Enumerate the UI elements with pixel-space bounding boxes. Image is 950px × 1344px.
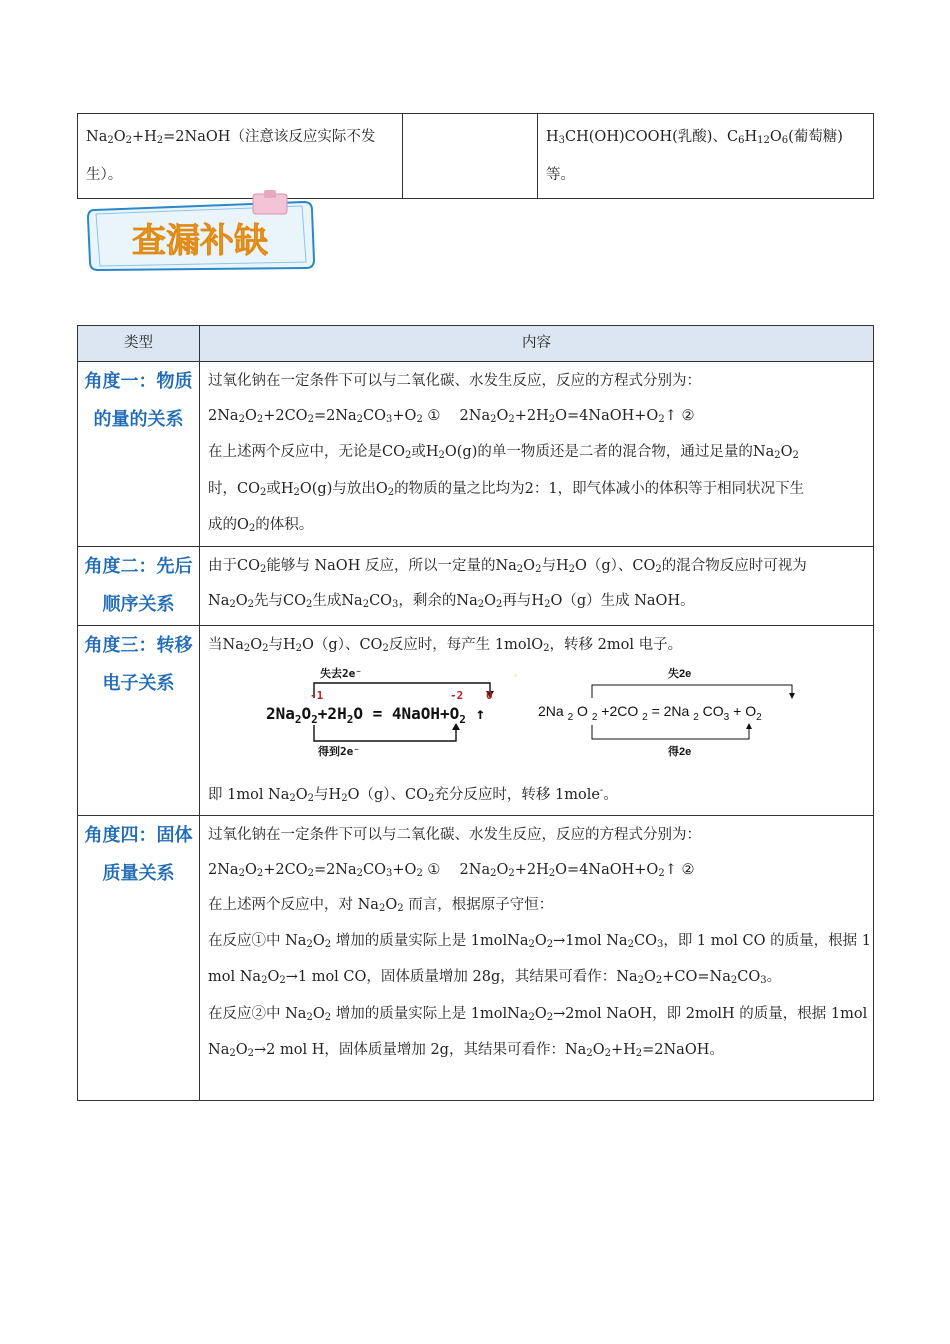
table-row xyxy=(78,815,874,1100)
text-line: 过氧化钠在一定条件下可以与二氧化碳、水发生反应，反应的方程式分别为： xyxy=(208,373,701,389)
electron-transfer-diagram xyxy=(208,663,865,778)
left-gain-label: 得到2e⁻ xyxy=(318,744,360,758)
svg-text:2Na2O2+2H2O = 4NaOH+O2 ↑: $2Na_2O_2+2H_2O$ = $4NaOH+O_2$ ↑ xyxy=(266,703,486,726)
header-content: 内容 xyxy=(200,326,874,362)
banner-graphic xyxy=(82,188,322,276)
electron-transfer-svg xyxy=(208,663,868,778)
angle-3-label: 角度三：转移电子关系 xyxy=(78,625,200,815)
cell-text: 生）。 xyxy=(86,167,123,183)
svg-text:-2: -2 xyxy=(450,688,464,702)
cell-text: $H_3CH(OH)COOH$(乳酸)、$C_6H_{12}O_6$(葡萄糖) xyxy=(546,129,843,146)
continuation-table xyxy=(77,113,874,199)
svg-text:-1: -1 xyxy=(310,688,324,702)
angle-1-label: 角度一：物质的量的关系 xyxy=(78,362,200,547)
right-gain-label: 得2e xyxy=(668,745,692,758)
text-line: 过氧化钠在一定条件下可以与二氧化碳、水发生反应，反应的方程式分别为： xyxy=(208,826,701,843)
summary-table xyxy=(77,325,874,1101)
angle-4-content xyxy=(200,815,874,1100)
section-banner xyxy=(82,188,322,276)
right-diagram xyxy=(538,666,795,758)
text-line: 在上述两个反应中，无论是$CO_2$或$H_2O(g)$的单一物质还是二者的混合物，通过足量的$Na_2O_2$ xyxy=(208,444,799,461)
header-type: 类型 xyxy=(78,326,200,362)
text-line: 即 1mol $Na_2O_2$与$H_2O(g)$、$CO_2$充分反应时，转移 1mole-。 xyxy=(208,784,618,804)
text-line: 成的$O_2$的体积。 xyxy=(208,517,314,534)
equation-line: $2Na_2O_2+2CO_2=2Na_2CO_3+O_2$ ① $2Na_2O_2+2H_2O=4NaOH+O_2↑$ ② xyxy=(208,408,695,425)
text-line: 在反应①中 $Na_2O_2$ 增加的质量实际上是 $1molNa_2O_2\to 1mol$ $Na_2CO_3$，即 1 mol CO 的质量，根据 1 xyxy=(208,932,871,950)
angle-4-label: 角度四：固体质量关系 xyxy=(78,815,200,1100)
table-header-row xyxy=(78,326,874,362)
angle-2-content xyxy=(200,546,874,625)
continuation-cell-1 xyxy=(78,114,403,199)
banner-title: 查漏补缺 xyxy=(132,221,268,261)
text-line: 时，$CO_2$或$H_2O(g)$与放出$O_2$的物质的量之比均为2：1，即气体减小的体积等于相同状况下生 xyxy=(208,480,805,498)
table-row xyxy=(78,546,874,625)
right-lose-label: 失2e xyxy=(668,667,692,680)
table-row xyxy=(78,114,874,199)
table-row xyxy=(78,362,874,547)
text-line: 由于$CO_2$能够与 NaOH 反应，所以一定量的$Na_2O_2$与$H_2O(g)$、$CO_2$的混合物反应时可视为 xyxy=(208,557,807,575)
text-line: $Na_2O_2\to 2$ mol H，固体质量增加 2g，其结果可看作：$Na_2O_2+H_2=2NaOH$。 xyxy=(208,1042,724,1059)
continuation-cell-3 xyxy=(538,114,874,199)
text-line: 当$Na_2O_2$与$H_2O(g)$、$CO_2$反应时，每产生 1molO$_2$，转移 2mol 电子。 xyxy=(208,636,683,654)
text-line: 在反应②中 $Na_2O_2$ 增加的质量实际上是 $1molNa_2O_2\to 2mol$ NaOH，即 2molH 的质量，根据 1mol xyxy=(208,1005,868,1023)
svg-text:◦: ◦ xyxy=(513,671,519,682)
svg-text:0: 0 xyxy=(486,688,493,702)
left-lose-label: 失去2e⁻ xyxy=(320,666,362,680)
angle-2-label: 角度二：先后顺序关系 xyxy=(78,546,200,625)
table-row xyxy=(78,625,874,815)
text-line: $Na_2O_2$先与$CO_2$生成$Na_2CO_3$，剩余的$Na_2O_2$再与$H_2O(g)$生成 NaOH。 xyxy=(208,592,695,610)
equation-line: $2Na_2O_2+2CO_2=2Na_2CO_3+O_2$ ① $2Na_2O_2+2H_2O=4NaOH+O_2↑$ ② xyxy=(208,861,695,879)
cell-text: $Na_2O_2+H_2=2NaOH$（注意该反应实际不发 xyxy=(86,129,376,146)
cell-text: 等。 xyxy=(546,167,575,183)
continuation-cell-2 xyxy=(403,114,538,199)
left-diagram xyxy=(266,666,518,758)
angle-3-content xyxy=(200,625,874,815)
text-line: mol $Na_2O_2\to 1$ mol CO，固体质量增加 28g，其结果可看作：$Na_2O_2+CO=Na_2CO_3$。 xyxy=(208,969,782,986)
svg-text:2Na 2 O 2 +2CO 2 = 2Na 2 CO: 2Na $_2$ O $_2$ +2CO $_2$ = 2Na $_2$ $CO_3 + O_2$ xyxy=(538,702,762,723)
text-line: 在上述两个反应中，对 $Na_2O_2$ 而言，根据原子守恒： xyxy=(208,896,554,914)
angle-1-content xyxy=(200,362,874,547)
